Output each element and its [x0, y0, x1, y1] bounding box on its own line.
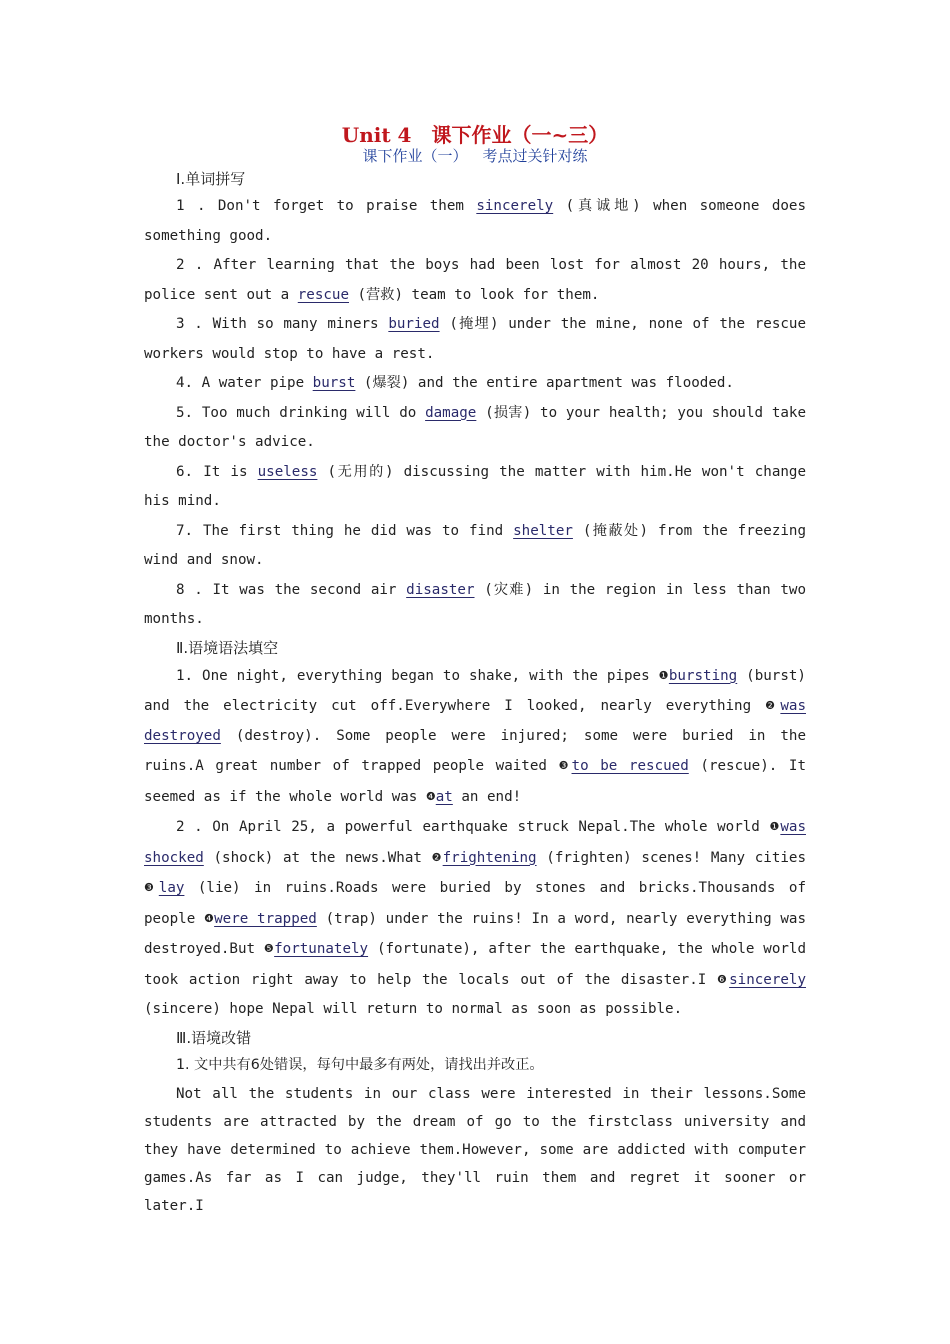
- circled-number-marker: ❶: [658, 668, 669, 682]
- circled-number-marker: ❷: [431, 850, 443, 864]
- grammar-passage-1: 1. One night, everything began to shake, with the pipes ❶bursting (burst) and the electricity cut off.Everywhere I looked, nearly everything ❷was destroyed (destroy). Some people were injured; some were buried in the ruins.A great number of trapped people waited ❸to be rescued (rescue). It seemed as if the whole world was ❹at an end!: [144, 667, 806, 805]
- answer: damage: [425, 404, 477, 421]
- answer: disaster: [406, 581, 475, 598]
- answer: lay: [158, 880, 185, 896]
- answer: rescue: [297, 286, 349, 303]
- circled-number-marker: ❶: [769, 820, 781, 833]
- circled-number-marker: ❷: [765, 699, 781, 712]
- circled-number-marker: ❹: [204, 911, 215, 925]
- grammar-passage-2: 2 . On April 25, a powerful earthquake struck Nepal.The whole world ❶was shocked (shock) at the news.What ❷frightening (frighten) scenes! Many cities ❸lay (lie) in ruins.Roads were buried by stones and bricks.Thousands of people ❹were trapped (trap) under the ruins! In a word, nearly everything was destroyed.But ❺fortunately (fortunate), after the earthquake, the whole world took action right away to help the locals out of the disaster.I ❻sincerely (sincere) hope Nepal will return to normal as soon as possible.: [144, 819, 807, 1017]
- answer: were trapped: [214, 910, 317, 927]
- spelling-item: 8 . It was the second air disaster (灾难) in the region in less than two months.: [144, 581, 806, 627]
- answer: shelter: [513, 522, 573, 539]
- answer: sincerely: [729, 971, 806, 988]
- error-correction-instruction: 1. 文中共有6处错误，每句中最多有两处，请找出并改正。: [176, 1056, 544, 1073]
- answer: buried: [388, 316, 440, 332]
- spelling-item: 4. A water pipe burst (爆裂) and the entire apartment was flooded.: [176, 375, 734, 391]
- circled-number-marker: ❹: [425, 789, 436, 803]
- spelling-item: 6. It is useless (无用的) discussing the matter with him.He won't change his mind.: [144, 463, 806, 509]
- answer: was destroyed: [144, 698, 806, 744]
- circled-number-marker: ❻: [717, 972, 730, 986]
- spelling-item: 5. Too much drinking will do damage (损害) to your health; you should take the doctor's advice.: [144, 404, 806, 450]
- answer: bursting: [668, 667, 738, 684]
- circled-number-marker: ❸: [144, 881, 159, 894]
- spelling-item: 3 . With so many miners buried (掩埋) under the mine, none of the rescue workers would stop to have a rest.: [144, 316, 806, 362]
- circled-number-marker: ❸: [558, 759, 572, 772]
- section-heading-2: Ⅱ.语境语法填空: [176, 638, 279, 657]
- answer: frightening: [442, 849, 537, 866]
- spelling-list: [144, 192, 806, 635]
- error-correction-passage: Not all the students in our class were interested in their lessons.Some students are attracted by the dream of go to the firstclass university and they have determined to achieve them.However, some are addicted with computer games.As far as I can judge, they'll ruin them and regret it sooner or later.I: [144, 1086, 806, 1214]
- spelling-item: 7. The first thing he did was to find shelter (掩蔽处) from the freezing wind and snow.: [144, 522, 806, 568]
- spelling-item: 2 . After learning that the boys had been lost for almost 20 hours, the police sent out a rescue (营救) team to look for them.: [144, 257, 806, 303]
- document-page: [144, 118, 806, 1220]
- answer: was shocked: [144, 819, 806, 866]
- circled-number-marker: ❺: [263, 942, 275, 955]
- answer: at: [435, 788, 453, 805]
- answer: burst: [312, 375, 356, 391]
- section-heading-3: Ⅲ.语境改错: [176, 1028, 252, 1047]
- answer: to be rescued: [571, 758, 689, 774]
- section-heading-1: Ⅰ.单词拼写: [176, 170, 246, 188]
- answer: fortunately: [274, 941, 369, 957]
- answer: useless: [257, 463, 318, 480]
- spelling-item: 1 . Don't forget to praise them sincerely (真诚地) when someone does something good.: [144, 198, 806, 244]
- page-subtitle: 课下作业（一） 考点过关针对练: [362, 147, 588, 165]
- answer: sincerely: [476, 198, 554, 214]
- page-title: Unit 4 课下作业（一~三）: [341, 123, 609, 147]
